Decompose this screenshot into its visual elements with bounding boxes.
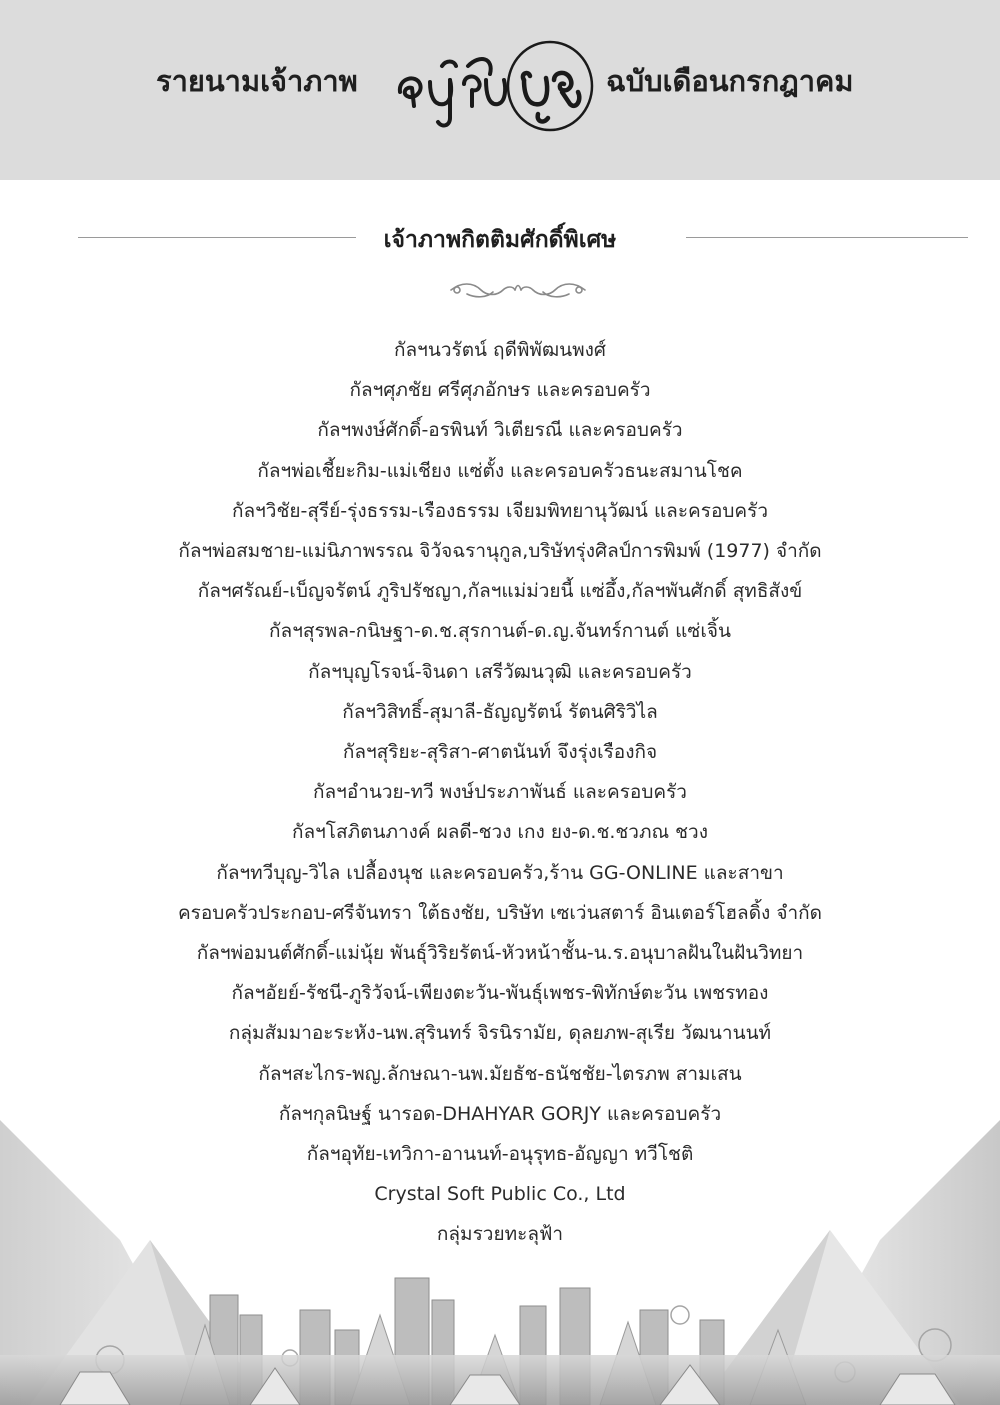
- sponsor-name: กัลฯอัยย์-รัชนี-ภูริวัจน์-เพียงตะวัน-พันธุ์เพชร-พิทักษ์ตะวัน เพชรทอง: [231, 982, 769, 1005]
- page-title-left: รายนามเจ้าภาพ: [156, 64, 358, 98]
- page-title-right: ฉบับเดือนกรกฎาคม: [606, 64, 854, 98]
- sponsor-name: กัลฯอุทัย-เทวิกา-อานนท์-อนุรุทธ-อัญญา ทวีโชติ: [306, 1143, 694, 1166]
- sponsor-name: กัลฯกุลนิษฐ์ นารอด-DHAHYAR GORJY และครอบครัว: [278, 1102, 722, 1125]
- sponsor-name: กัลฯพ่อเชี้ยะกิม-แม่เชียง แซ่ตั้ง และครอบครัวธนะสมานโชค: [257, 459, 743, 482]
- magazine-logo: [390, 30, 600, 140]
- title-rule-right: [686, 237, 968, 238]
- sponsor-name: กัลฯสะไกร-พญ.ลักษณา-นพ.มัยธัช-ธนัชชัย-ไตรภพ สามเสน: [258, 1062, 742, 1085]
- sponsor-name: กัลฯสุรพล-กนิษฐา-ด.ช.สุรกานต์-ด.ญ.จันทร์กานต์ แซ่เจิ้น: [269, 620, 731, 643]
- sponsor-name: กัลฯนวรัตน์ ฤดีพิพัฒนพงศ์: [394, 339, 606, 361]
- sponsor-name: กัลฯบุญโรจน์-จินดา เสรีวัฒนวุฒิ และครอบครัว: [308, 660, 692, 683]
- sponsor-name: กัลฯทวีบุญ-วิไล เปลื้องนุช และครอบครัว,ร้าน GG-ONLINE และสาขา: [216, 861, 784, 884]
- sponsor-name: Crystal Soft Public Co., Ltd: [374, 1183, 626, 1206]
- section-title: เจ้าภาพกิตติมศักดิ์พิเศษ: [383, 227, 617, 253]
- crystal-scenery-illustration: [0, 1110, 1000, 1405]
- sponsor-name: กัลฯสุริยะ-สุริสา-ศาตนันท์ จึงรุ่งเรืองกิจ: [342, 741, 658, 764]
- flourish-ornament-icon: [447, 278, 589, 300]
- sponsor-name: กลุ่มรวยทะลุฟ้า: [436, 1223, 564, 1246]
- sponsor-name: กลุ่มสัมมาอะระหัง-นพ.สุรินทร์ จิรนิรามัย, ดุลยภพ-สุเรีย วัฒนานนท์: [228, 1022, 772, 1045]
- sponsor-name: ครอบครัวประกอบ-ศรีจันทรา ใต้ธงชัย, บริษัท เซเว่นสตาร์ อินเตอร์โฮลดิ้ง จำกัด: [177, 901, 823, 924]
- sponsor-name: กัลฯอำนวย-ทวี พงษ์ประภาพันธ์ และครอบครัว: [313, 781, 687, 804]
- sponsor-name: กัลฯโสภิตนภางค์ ผลดี-ชวง เกง ยง-ด.ช.ชวภณ ชวง: [291, 821, 709, 844]
- sponsor-name: กัลฯพ่อสมชาย-แม่นิภาพรรณ จิวัจฉรานุกูล,บริษัทรุ่งศิลป์การพิมพ์ (1977) จำกัด: [178, 540, 822, 563]
- sponsor-name: กัลฯศรัณย์-เบ็ญจรัตน์ ภูริปรัชญา,กัลฯแม่ม่วยนี้ แซ่อึ้ง,กัลฯพันศักดิ์ สุทธิสังข์: [197, 580, 803, 603]
- sponsor-name: กัลฯพงษ์ศักดิ์-อรพินท์ วิเตียรณี และครอบครัว: [317, 419, 683, 442]
- sponsor-name: กัลฯวิชัย-สุรีย์-รุ่งธรรม-เรืองธรรม เจียมพิทยานุวัฒน์ และครอบครัว: [231, 499, 769, 522]
- sponsor-name: กัลฯศุภชัย ศรีศุภอักษร และครอบครัว: [349, 379, 651, 402]
- sponsor-name: กัลฯพ่อมนต์ศักดิ์-แม่นุ้ย พันธุ์วิริยรัตน์-หัวหน้าชั้น-น.ร.อนุบาลฝันในฝันวิทยา: [196, 942, 804, 965]
- sponsor-name: กัลฯวิสิทธิ์-สุมาลี-ธัญญรัตน์ รัตนศิริวิไล: [342, 700, 658, 723]
